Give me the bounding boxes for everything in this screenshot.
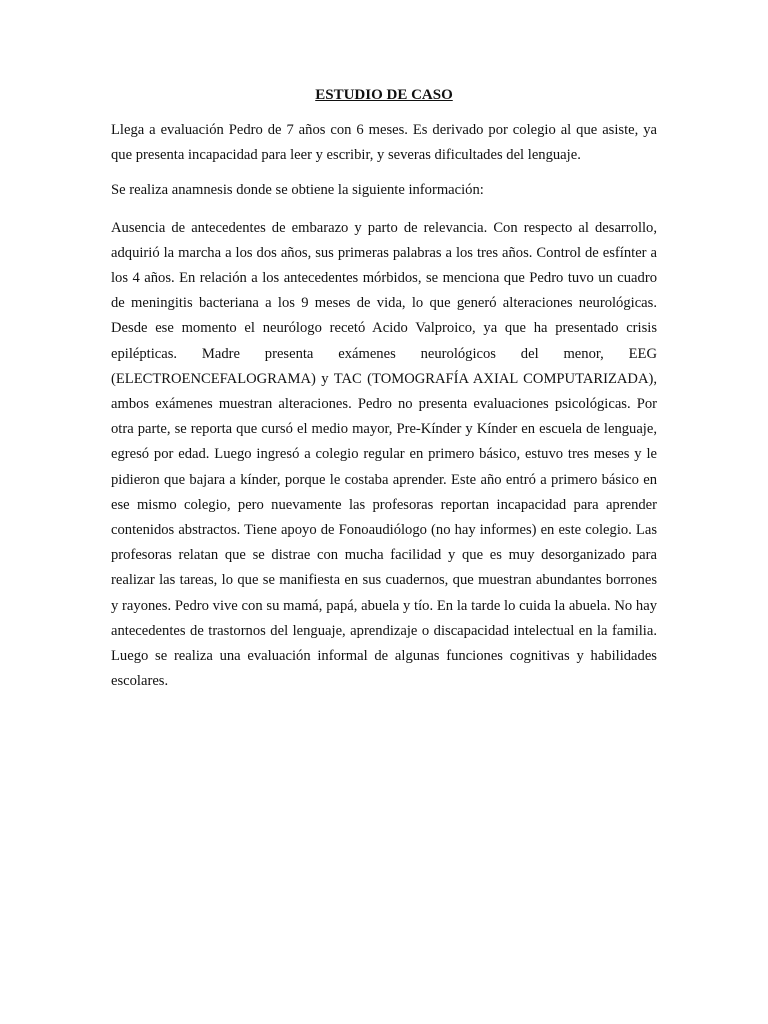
document-title: ESTUDIO DE CASO bbox=[315, 87, 453, 103]
document-body bbox=[111, 84, 657, 704]
paragraph-anamnesis-intro: Se realiza anamnesis donde se obtiene la siguiente información: bbox=[111, 182, 484, 199]
paragraph-referral: Llega a evaluación Pedro de 7 años con 6 meses. Es derivado por colegio al que asiste, ya que presenta incapacidad para leer y escribir, y severas dificultades del lenguaje. bbox=[111, 122, 657, 164]
paragraph-case-history: Ausencia de antecedentes de embarazo y parto de relevancia. Con respecto al desarrollo, adquirió la marcha a los dos años, sus primeras palabras a los tres años. Control de esfínter a los 4 años. En relación a los antecedentes mórbidos, se menciona que Pedro tuvo un cuadro de meningitis bacteriana a los 9 meses de vida, lo que generó alteraciones neurológicas. Desde ese momento el neurólogo recetó Acido Valproico, ya que ha presentado crisis epilépticas. Madre presenta exámenes neurológicos del menor, EEG (ELECTROENCEFALOGRAMA) y TAC (TOMOGRAFÍA AXIAL COMPUTARIZADA), ambos exámenes muestran alteraciones. Pedro no presenta evaluaciones psicológicas. Por otra parte, se reporta que cursó el medio mayor, Pre-Kínder y Kínder en escuela de lenguaje, egresó por edad. Luego ingresó a colegio regular en primero básico, estuvo tres meses y le pidieron que bajara a kínder, porque le costaba aprender. Este año entró a primero básico en ese mismo colegio, pero nuevamente las profesoras reportan incapacidad para aprender contenidos abstractos. Tiene apoyo de Fonoaudiólogo (no hay informes) en este colegio. Las profesoras relatan que se distrae con mucha facilidad y que es muy desorganizado para realizar las tareas, lo que se manifiesta en sus cuadernos, que muestran abundantes borrones y rayones. Pedro vive con su mamá, papá, abuela y tío. En la tarde lo cuida la abuela. No hay antecedentes de trastornos del lenguaje, aprendizaje o discapacidad intelectual en la familia. Luego se realiza una evaluación informal de algunas funciones cognitivas y habilidades escolares. bbox=[111, 219, 657, 690]
